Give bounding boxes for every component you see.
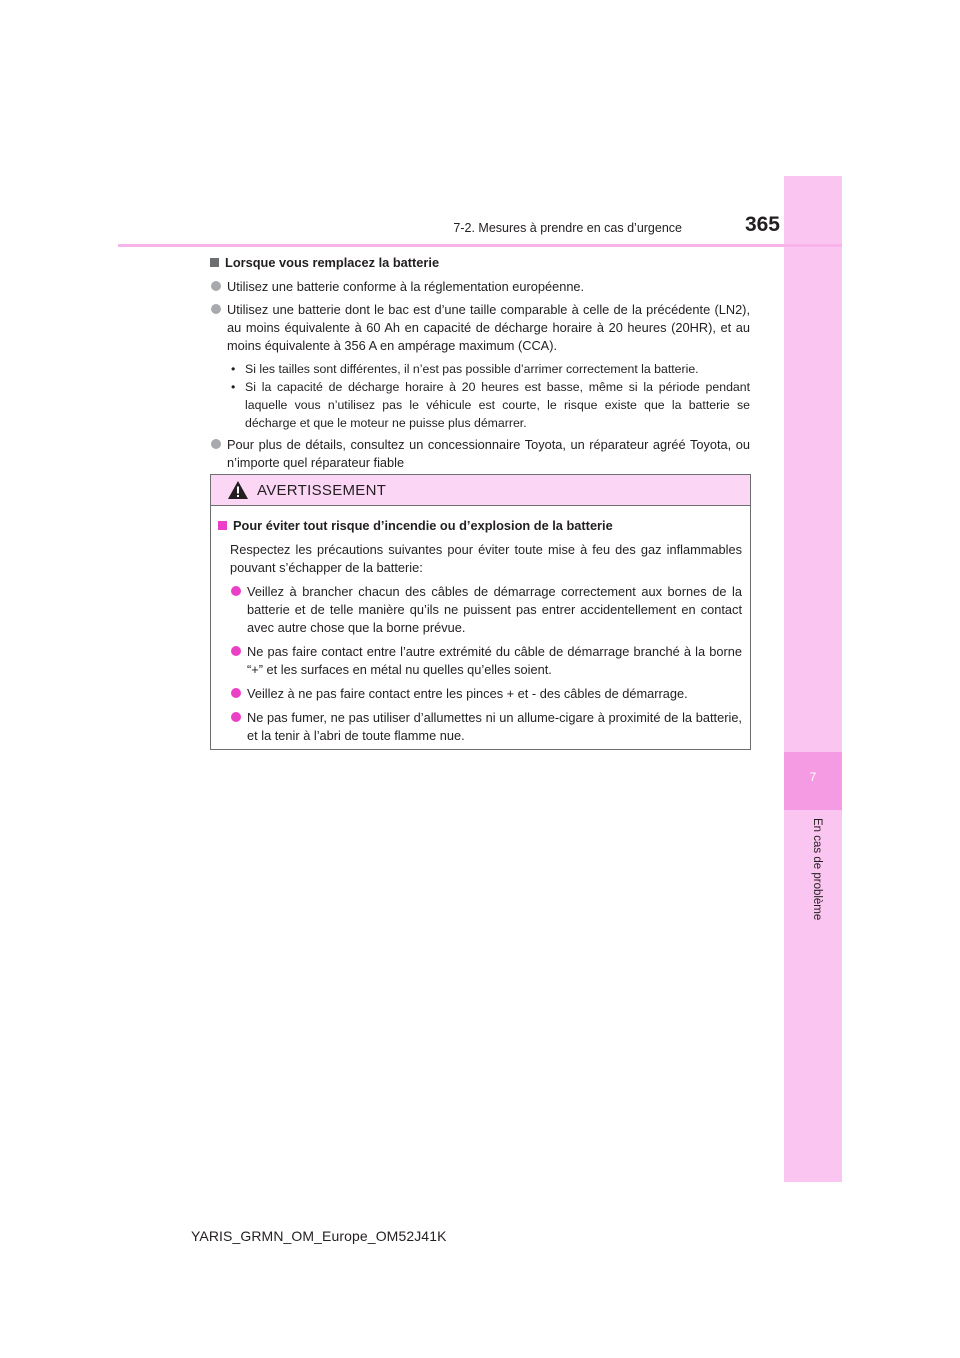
warning-box bbox=[210, 474, 751, 750]
header-rule bbox=[118, 244, 842, 247]
document-footer-id: YARIS_GRMN_OM_Europe_OM52J41K bbox=[191, 1228, 447, 1244]
small-bullet-icon: • bbox=[231, 362, 236, 376]
sub-list-item bbox=[231, 360, 750, 378]
warning-item-text: Ne pas fumer, ne pas utiliser d’allumettes ni un allume-cigare à proximité de la batterie, et la tenir à l’abri de toute flamme nue. bbox=[247, 710, 742, 743]
list-item-text: Pour plus de détails, consultez un concessionnaire Toyota, un réparateur agréé Toyota, ou n’importe quel réparateur fiable bbox=[227, 437, 750, 470]
warning-item bbox=[230, 685, 742, 703]
section-heading bbox=[210, 254, 750, 272]
round-bullet-icon bbox=[231, 646, 241, 656]
list-item bbox=[210, 278, 750, 296]
round-bullet-icon bbox=[231, 712, 241, 722]
list-item bbox=[210, 436, 750, 472]
list-item-text: Utilisez une batterie dont le bac est d’une taille comparable à celle de la précédente (LN2), au moins équivalente à 60 Ah en capacité de décharge horaire à 20 heures (20HR), et au moins équivalente à 356 A en ampérage maximum (CCA). bbox=[227, 302, 750, 353]
warning-item-text: Veillez à brancher chacun des câbles de démarrage correctement aux bornes de la batterie et de telle manière qu’ils ne puissent pas entrer accidentellement en contact avec autre chose que la borne prévue. bbox=[247, 584, 742, 635]
sub-list-item-text: Si la capacité de décharge horaire à 20 heures est basse, même si la période pendant laquelle vous n’utilisez pas le véhicule est courte, le risque existe que la batterie se décharge et que le moteur ne puisse plus démarrer. bbox=[245, 380, 750, 430]
battery-replacement-section bbox=[210, 254, 750, 477]
chapter-side-tab bbox=[784, 176, 842, 1182]
round-bullet-icon bbox=[231, 586, 241, 596]
warning-body bbox=[211, 506, 750, 745]
round-bullet-icon bbox=[231, 688, 241, 698]
square-bullet-icon bbox=[210, 258, 219, 267]
warning-title: AVERTISSEMENT bbox=[257, 481, 387, 499]
warning-triangle-icon bbox=[227, 480, 249, 500]
list-item bbox=[210, 301, 750, 355]
round-bullet-icon bbox=[211, 439, 221, 449]
round-bullet-icon bbox=[211, 281, 221, 291]
warning-item bbox=[230, 709, 742, 745]
warning-item-text: Ne pas faire contact entre l’autre extrémité du câble de démarrage branché à la borne “+” et les surfaces en métal nu quelles qu’elles soient. bbox=[247, 644, 742, 677]
warning-header bbox=[211, 475, 750, 506]
chapter-title: En cas de problème bbox=[811, 818, 823, 921]
warning-item-text: Veillez à ne pas faire contact entre les pinces + et - des câbles de démarrage. bbox=[247, 686, 688, 701]
warning-heading-text: Pour éviter tout risque d’incendie ou d’explosion de la batterie bbox=[233, 518, 613, 533]
small-bullet-icon: • bbox=[231, 380, 236, 394]
round-bullet-icon bbox=[211, 304, 221, 314]
square-bullet-icon bbox=[218, 521, 227, 530]
sub-list-item-text: Si les tailles sont différentes, il n’est pas possible d’arrimer correctement la batterie. bbox=[245, 362, 699, 376]
list-item-text: Utilisez une batterie conforme à la réglementation européenne. bbox=[227, 279, 585, 294]
warning-item bbox=[230, 643, 742, 679]
section-title: 7-2. Mesures à prendre en cas d’urgence bbox=[453, 221, 682, 235]
page-number: 365 bbox=[744, 213, 780, 236]
section-heading-text: Lorsque vous remplacez la batterie bbox=[225, 255, 440, 270]
warning-intro: Respectez les précautions suivantes pour éviter toute mise à feu des gaz inflammables pouvant s’échapper de la batterie: bbox=[230, 542, 742, 575]
warning-item bbox=[230, 583, 742, 637]
warning-heading bbox=[218, 517, 742, 535]
sub-list-item bbox=[231, 378, 750, 432]
chapter-number: 7 bbox=[809, 770, 817, 784]
